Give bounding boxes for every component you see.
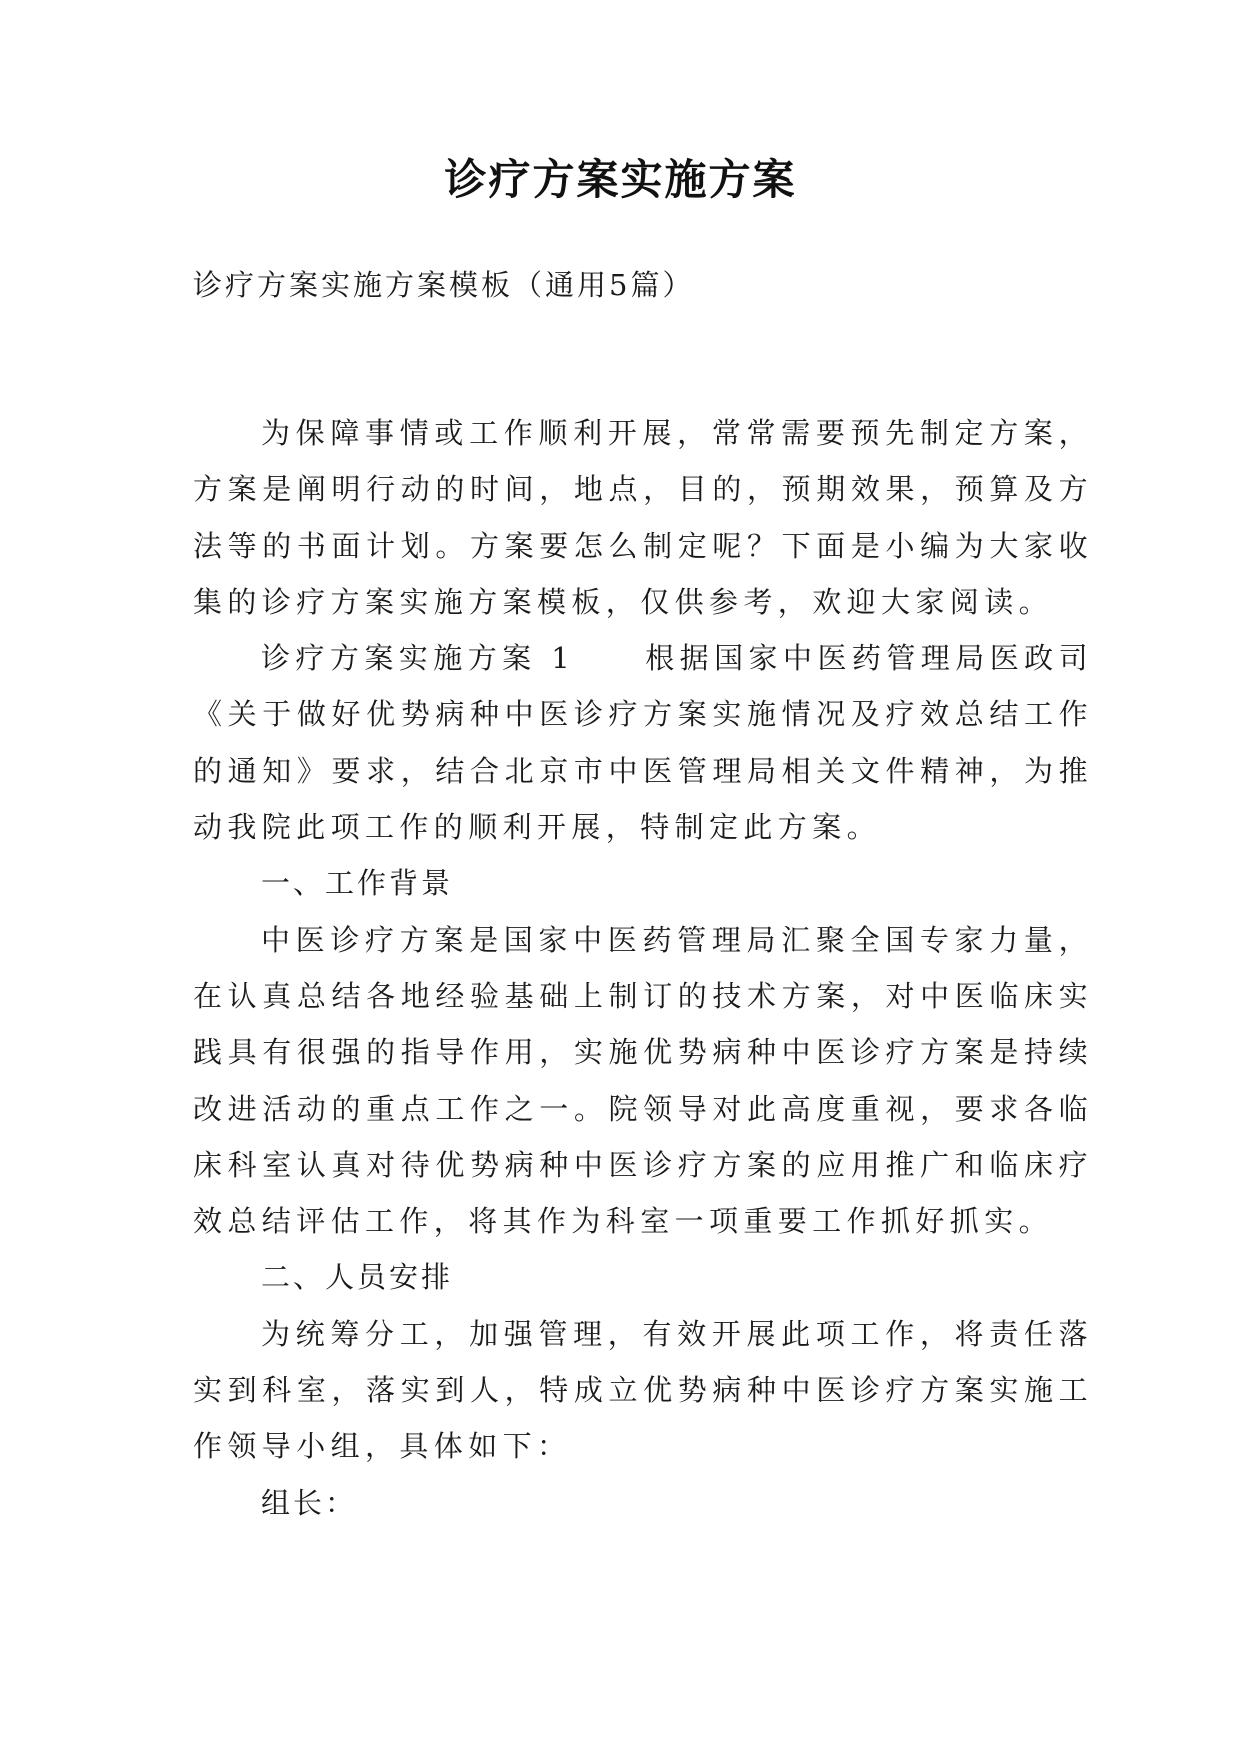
plan1-paragraph <box>193 630 1093 855</box>
background-paragraph: 中医诊疗方案是国家中医药管理局汇聚全国专家力量，在认真总结各地经验基础上制订的技术方案，对中医临床实践具有很强的指导作用，实施优势病种中医诊疗方案是持续改进活动的重点工作之一。院领导对此高度重视，要求各临床科室认真对待优势病种中医诊疗方案的应用推广和临床疗效总结评估工作，将其作为科室一项重要工作抓好抓实。 <box>193 922 1093 1239</box>
document-title: 诊疗方案实施方案 <box>444 155 797 204</box>
section-heading-background: 一、工作背景 <box>261 866 454 901</box>
leader-line: 组长： <box>261 1485 358 1520</box>
section-heading-staffing: 二、人员安排 <box>261 1260 454 1295</box>
staffing-paragraph: 为统筹分工，加强管理，有效开展此项工作，将责任落实到科室，落实到人，特成立优势病种中医诊疗方案实施工作领导小组，具体如下： <box>193 1316 1093 1464</box>
document-subtitle: 诊疗方案实施方案模板（通用5篇） <box>193 268 695 302</box>
plan1-label: 诊疗方案实施方案 1 <box>261 641 576 676</box>
document-body <box>193 405 1093 1531</box>
intro-paragraph: 为保障事情或工作顺利开展，常常需要预先制定方案，方案是阐明行动的时间，地点，目的，预期效果，预算及方法等的书面计划。方案要怎么制定呢？下面是小编为大家收集的诊疗方案实施方案模板，仅供参考，欢迎大家阅读。 <box>193 416 1093 619</box>
plan1-text: 根据国家中医药管理局医政司《关于做好优势病种中医诊疗方案实施情况及疗效总结工作的通知》要求，结合北京市中医管理局相关文件精神，为推动我院此项工作的顺利开展，特制定此方案。 <box>193 641 1094 845</box>
